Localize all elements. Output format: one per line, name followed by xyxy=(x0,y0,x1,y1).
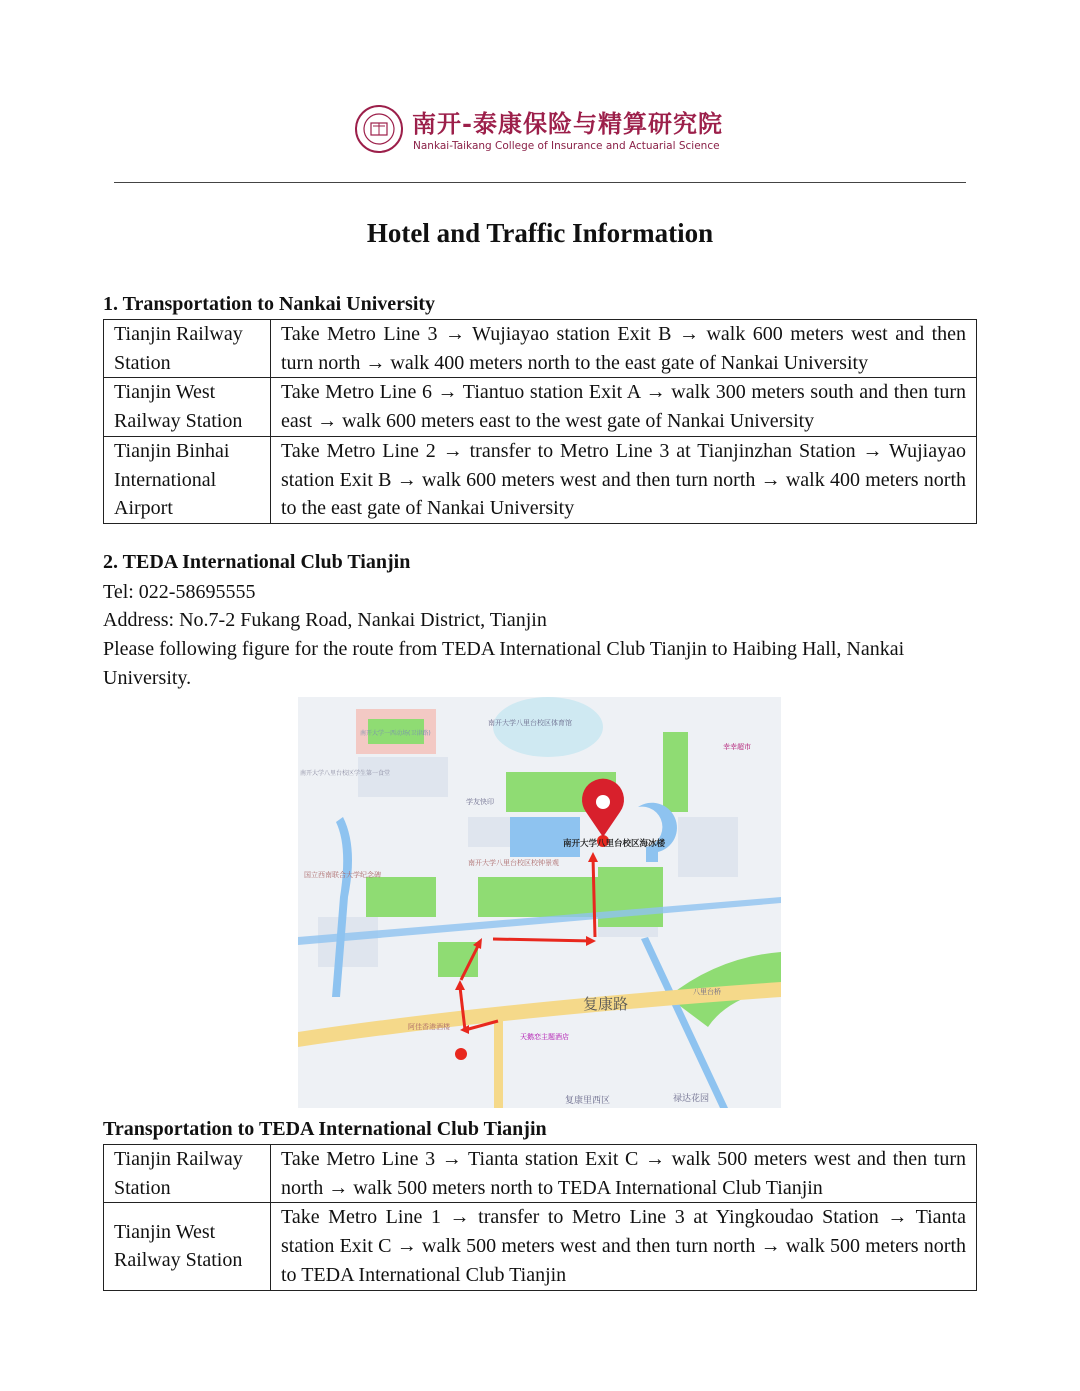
from-cell: Tianjin Binhai International Airport xyxy=(104,436,271,523)
table-row xyxy=(104,320,977,378)
map-label-print: 学友快印 xyxy=(466,798,494,806)
section2-heading: 2. TEDA International Club Tianjin xyxy=(103,551,411,573)
college-logo xyxy=(354,102,734,158)
transport-to-teda-table xyxy=(103,1144,977,1291)
route-cell: Take Metro Line 3 → Wujiayao station Exit B → walk 600 meters west and then turn north → walk 400 meters north to the east gate of Nankai University xyxy=(271,320,977,378)
hotel-tel: Tel: 022-58695555 xyxy=(103,581,256,603)
section3-heading: Transportation to TEDA International Club Tianjin xyxy=(103,1118,547,1140)
map-label-bridge: 八里台桥 xyxy=(693,988,721,996)
map-label-stadium: 南开大学八里台校区体育馆 xyxy=(488,719,572,727)
map-label-canteen: 南开大学八里台校区学生第一食堂 xyxy=(300,770,391,777)
map-label-hotel: 天鹅恋主题酒店 xyxy=(520,1033,569,1041)
map-label-fukang-west: 复康里西区 xyxy=(565,1096,611,1106)
map-label-luda: 禄达花园 xyxy=(673,1094,710,1104)
map-label-bell: 南开大学八里台校区校钟景观 xyxy=(468,859,559,867)
start-point xyxy=(455,1048,467,1060)
section1-heading: 1. Transportation to Nankai University xyxy=(103,293,436,315)
route-cell: Take Metro Line 2 → transfer to Metro Line 3 at Tianjinzhan Station → Wujiayao station Exit B → walk 600 meters west and then turn north → walk 400 meters north to the east gate of Nankai University xyxy=(271,436,977,523)
route-cell: Take Metro Line 1 → transfer to Metro Line 3 at Yingkoudao Station → Tianta station Exit C → walk 500 meters west and then turn north → walk 500 meters north to TEDA International Club Tianjin xyxy=(271,1203,977,1290)
table-row xyxy=(104,378,977,436)
from-cell: Tianjin Railway Station xyxy=(104,1145,271,1203)
map-label-monument: 国立西南联合大学纪念碑 xyxy=(304,871,381,879)
logo-english-name: Nankai-Taikang College of Insurance and Actuarial Science xyxy=(413,140,720,152)
map-label-market: 幸幸超市 xyxy=(723,743,751,751)
page-title: Hotel and Traffic Information xyxy=(366,218,714,248)
header-divider xyxy=(114,182,966,183)
hotel-address: Address: No.7-2 Fukang Road, Nankai District, Tianjin xyxy=(103,609,547,631)
from-cell: Tianjin Railway Station xyxy=(104,320,271,378)
from-cell: Tianjin West Railway Station xyxy=(104,1203,271,1290)
from-cell: Tianjin West Railway Station xyxy=(104,378,271,436)
destination-label: 南开大学八里台校区海冰楼 xyxy=(563,839,666,849)
table-row xyxy=(104,1145,977,1203)
map-label-restaurant: 阿佳香港酒楼 xyxy=(408,1023,450,1031)
road-label: 复康路 xyxy=(583,995,629,1013)
map-label-field: 南开大学一西动场(卫津路) xyxy=(360,730,431,737)
route-cell: Take Metro Line 6 → Tiantuo station Exit A → walk 300 meters south and then turn east → walk 600 meters east to the west gate of Nankai University xyxy=(271,378,977,436)
university-seal-icon xyxy=(354,104,404,154)
route-map xyxy=(298,697,781,1108)
logo-chinese-name: 南开-泰康保险与精算研究院 xyxy=(412,109,723,138)
table-row xyxy=(104,436,977,523)
transport-to-nankai-table xyxy=(103,319,977,524)
table-row xyxy=(104,1203,977,1290)
route-cell: Take Metro Line 3 → Tianta station Exit C → walk 500 meters west and then turn north → walk 500 meters north to TEDA International Club Tianjin xyxy=(271,1145,977,1203)
route-note: Please following figure for the route from TEDA International Club Tianjin to Haibing Hall, Nankai University. xyxy=(103,638,905,689)
